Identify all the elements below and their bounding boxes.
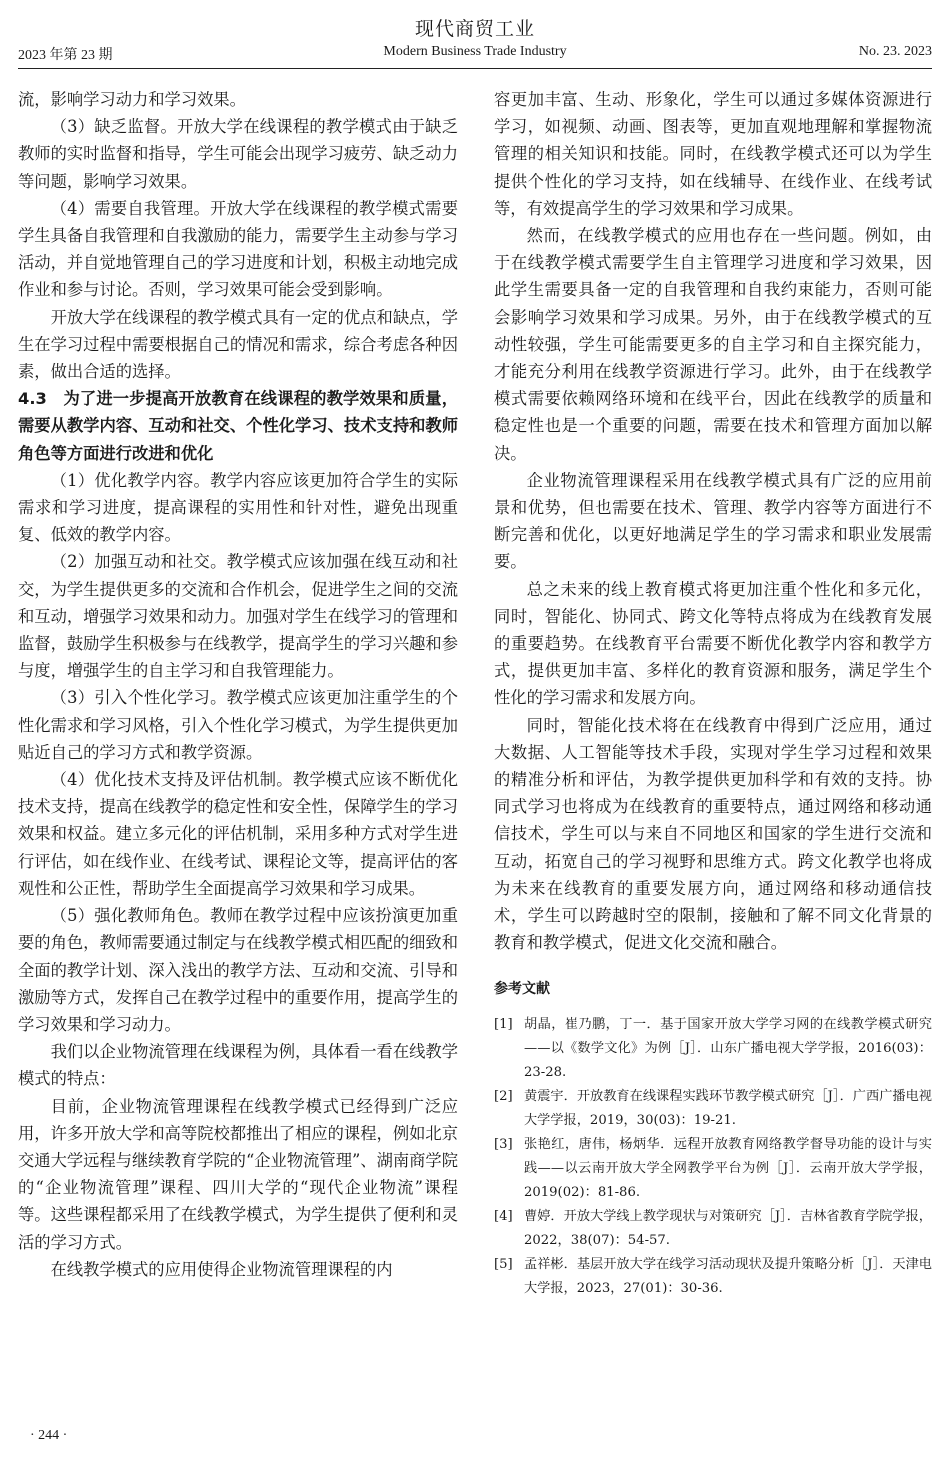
references-list [494, 1013, 932, 1301]
paragraph: 总之未来的线上教育模式将更加注重个性化和多元化，同时，智能化、协同式、跨文化等特点将成为在线教育发展的重要趋势。在线教育平台需要不断优化教学内容和教学方式，提供更加丰富、多样化的教育资源和服务，满足学生个性化的学习需求和发展方向。 [494, 579, 932, 708]
reference-item [494, 1013, 932, 1085]
paragraph: （4）需要自我管理。开放大学在线课程的教学模式需要学生具备自我管理和自我激励的能力，需要学生主动参与学习活动，并自觉地管理自己的学习进度和计划，积极主动地完成作业和参与讨论。否则，学习效果可能会受到影响。 [18, 198, 458, 300]
paragraph: 容更加丰富、生动、形象化，学生可以通过多媒体资源进行学习，如视频、动画、图表等，更加直观地理解和掌握物流管理的相关知识和技能。同时，在线教学模式还可以为学生提供个性化的学习支持，如在线辅导、在线作业、在线考试等，有效提高学生的学习效果和学习成果。 [494, 90, 932, 218]
paragraph: （3）引入个性化学习。教学模式应该更加注重学生的个性化需求和学习风格，引入个性化学习模式，为学生提供更加贴近自己的学习方式和教学资源。 [18, 688, 458, 762]
paragraph: 在线教学模式的应用使得企业物流管理课程的内 [50, 1259, 393, 1279]
paragraph: 然而，在线教学模式的应用也存在一些问题。例如，由于在线教学模式需要学生自主管理学习进度和学习效果，因此学生需要具备一定的自我管理和自我约束能力，否则可能会影响学习效果和学习成果。另外，由于在线教学模式的互动性较强，学生可能需要更多的自主学习和自主探究能力，才能充分利用在线教学资源进行学习。此外，由于在线教学模式需要依赖网络环境和在线平台，因此在线教学的质量和稳定性也是一个重要的问题，需要在技术和管理方面加以解决。 [494, 226, 932, 463]
references-title: 参考文献 [494, 980, 550, 997]
left-column [18, 86, 458, 1283]
reference-item [494, 1085, 932, 1133]
page-number: · 244 · [30, 1428, 68, 1443]
reference-text: 张艳红，唐伟，杨炳华．远程开放教育网络教学督导功能的设计与实践——以云南开放大学全网教学平台为例［J］．云南开放大学学报，2019(02)：81-86. [524, 1136, 932, 1200]
reference-item [494, 1205, 932, 1253]
issue-label: 2023 年第 23 期 [18, 48, 113, 63]
reference-item [494, 1253, 932, 1301]
reference-number: [3] [494, 1136, 513, 1152]
reference-number: [2] [494, 1088, 513, 1104]
reference-text: 黄震宇．开放教育在线课程实践环节教学模式研究［J］．广西广播电视大学学报，2019，30(03)：19-21. [524, 1088, 932, 1128]
section-heading: 4.3 为了进一步提高开放教育在线课程的教学效果和质量，需要从教学内容、互动和社交、个性化学习、技术支持和教师角色等方面进行改进和优化 [18, 389, 458, 463]
paragraph: 我们以企业物流管理在线课程为例，具体看一看在线教学模式的特点： [18, 1042, 458, 1089]
reference-text: 曹婷．开放大学线上教学现状与对策研究［J］．吉林省教育学院学报，2022，38(07)：54-57. [524, 1208, 932, 1248]
reference-number: [5] [494, 1256, 513, 1272]
paragraph: （1）优化教学内容。教学内容应该更加符合学生的实际需求和学习进度，提高课程的实用性和针对性，避免出现重复、低效的教学内容。 [18, 470, 458, 545]
paragraph: 开放大学在线课程的教学模式具有一定的优点和缺点，学生在学习过程中需要根据自己的情况和需求，综合考虑各种因素，做出合适的选择。 [18, 307, 458, 382]
paragraph: （3）缺乏监督。开放大学在线课程的教学模式由于缺乏教师的实时监督和指导，学生可能会出现学习疲劳、缺乏动力等问题，影响学习效果。 [18, 117, 458, 191]
running-header [18, 44, 932, 64]
journal-title: 现代商贸工业 [414, 18, 535, 40]
paragraph: 企业物流管理课程采用在线教学模式具有广泛的应用前景和优势，但也需要在技术、管理、教学内容等方面进行不断完善和优化，以更好地满足学生的学习需求和职业发展需要。 [494, 470, 932, 572]
right-column [494, 86, 932, 1301]
reference-number: [1] [494, 1016, 513, 1032]
paragraph: （5）强化教师角色。教师在教学过程中应该扮演更加重要的角色，教师需要通过制定与在线教学模式相匹配的细致和全面的教学计划、深入浅出的教学方法、互动和交流、引导和激励等方式，发挥自己在教学过程中的重要作用，提高学生的学习效果和学习动力。 [18, 906, 458, 1034]
paragraph: （4）优化技术支持及评估机制。教学模式应该不断优化技术支持，提高在线教学的稳定性和安全性，保障学生的学习效果和权益。建立多元化的评估机制，采用多种方式对学生进行评估，如在线作业、在线考试、课程论文等，提高评估的客观性和公正性，帮助学生全面提高学习效果和学习成果。 [18, 770, 458, 898]
paragraph: （2）加强互动和社交。教学模式应该加强在线互动和社交，为学生提供更多的交流和合作机会，促进学生之间的交流和互动，增强学习效果和动力。加强对学生在线学习的管理和监督，鼓励学生积极参与在线教学，提高学生的学习兴趣和参与度，增强学生的自主学习和自我管理能力。 [18, 552, 458, 681]
reference-text: 胡晶，崔乃鹏，丁一．基于国家开放大学学习网的在线教学模式研究——以《数学文化》为例［J］．山东广播电视大学学报，2016(03)：23-28. [524, 1016, 932, 1080]
paragraph: 目前，企业物流管理课程在线教学模式已经得到广泛应用，许多开放大学和高等院校都推出了相应的课程，例如北京交通大学远程与继续教育学院的“企业物流管理”、湖南商学院的“企业物流管理”课程、四川大学的“现代企业物流”课程等。这些课程都采用了在线教学模式，为学生提供了便利和灵活的学习方式。 [18, 1096, 458, 1252]
journal-english-title: Modern Business Trade Industry [383, 44, 567, 59]
reference-number: [4] [494, 1208, 513, 1224]
reference-item [494, 1133, 932, 1205]
reference-text: 孟祥彬．基层开放大学在线学习活动现状及提升策略分析［J］．天津电大学报，2023，27(01)：30-36. [524, 1256, 932, 1296]
issue-number: No. 23. 2023 [858, 44, 932, 59]
paragraph: 同时，智能化技术将在在线教育中得到广泛应用，通过大数据、人工智能等技术手段，实现对学生学习过程和效果的精准分析和评估，为教学提供更加科学和有效的支持。协同式学习也将成为在线教育的重要特点，通过网络和移动通信技术，学生可以与来自不同地区和国家的学生进行交流和互动，拓宽自己的学习视野和思维方式。跨文化教学也将成为未来在线教育的重要发展方向，通过网络和移动通信技术，学生可以跨越时空的限制，接触和了解不同文化背景的教育和教学模式，促进文化交流和融合。 [494, 715, 932, 953]
header-rule [18, 68, 932, 69]
paragraph: 流，影响学习动力和学习效果。 [18, 90, 246, 109]
